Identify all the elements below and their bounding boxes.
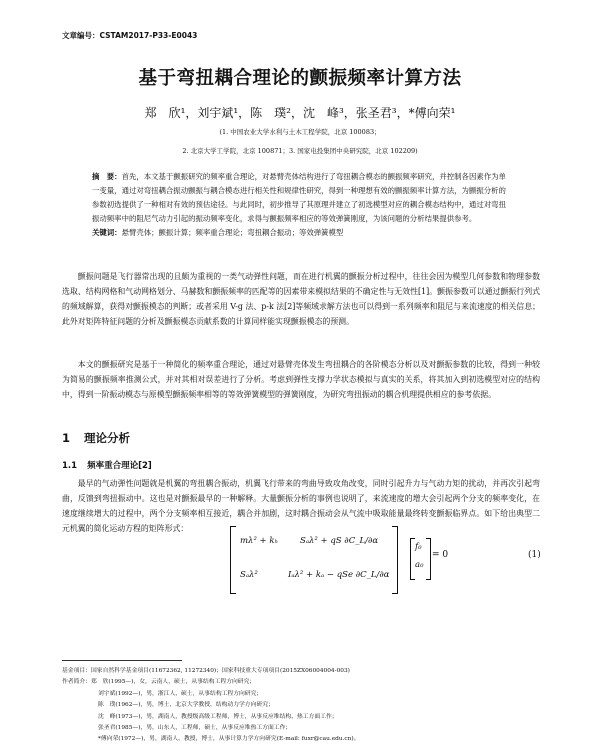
vector-right-bracket [426, 538, 431, 580]
abstract-label: 摘 要： [92, 172, 122, 181]
abstract [92, 170, 510, 240]
matrix-cell-12: Sₐλ² + qS ∂C_L/∂α [300, 536, 379, 546]
equation-vector [410, 526, 430, 590]
article-number: 文章编号：CSTAM2017-P33-E0043 [62, 31, 198, 40]
vector-entry-1: f₀ [415, 542, 422, 552]
footnote-author: *傅向荣(1972—)，男，湖南人，教授，博士，从事计算力学方向研究(E-mail: fuxr@cau.edu.cn)。 [98, 736, 360, 743]
keywords-label: 关键词： [92, 228, 122, 237]
section-title: 理论分析 [84, 431, 131, 445]
matrix-cell-22: Iₐλ² + kₐ − qSe ∂C_L/∂α [288, 570, 390, 580]
theory-paragraph: 最早的气动弹性问题就是机翼的弯扭耦合振动，机翼飞行带来的弯曲导致攻角改变，同时引起升力与气动力矩的扰动，并再次引起弯曲，反馈到弯扭振动中。这也是对颤振最早的一种解释。大量颤振分析的事例也说明了，来流速度的增大会引起两个分支的频率变化，在速度继续增大的过程中，两个分支频率相互接近，耦合并加剧，这时耦合振动会从气流中吸取能量最终转变颤振临界点。如下给出典型二元机翼的简化运动方程的矩阵形式： [62, 479, 540, 533]
matrix-right-bracket [392, 526, 398, 594]
footnotes [62, 666, 552, 746]
author-list: 郑 欣¹，刘宇斌¹，陈 璞²，沈 峰³，张圣君³，*傅向荣¹ [144, 106, 456, 120]
keywords-text: 悬臂壳体；颤振计算；频率重合理论；弯扭耦合振动；等效弹簧模型 [121, 228, 344, 237]
section-heading-1 [62, 430, 144, 446]
section-number: 1 [62, 431, 71, 445]
footnote-divider [62, 660, 182, 661]
subsection-number: 1.1 [62, 461, 78, 471]
affiliation-line-2: 2. 北京大学工学院，北京 100871；3. 国家电投集团中央研究院，北京 102209) [182, 147, 418, 155]
equation-rhs: = 0 [432, 550, 449, 560]
footnote-author: 陈 璞(1962—)，男，博士，北京大学教授，结构动力学方向研究； [98, 702, 274, 709]
subsection-title: 频率重合理论[2] [87, 461, 152, 471]
footnote-author: 作者简介：郑 欣(1995—)，女，云南人，硕士，从事结构工程方向研究； [62, 679, 256, 686]
footnote-author: 张圣君(1985—)，男，山东人，工程师，硕士，从事反应堆热工方面工作； [98, 725, 292, 732]
matrix-cell-11: mλ² + kₕ [240, 536, 279, 546]
intro-paragraph-2: 本文的颤振研究是基于一种简化的频率重合理论，通过对悬臂壳体发生弯扭耦合的各阶模态分析以及对颤振参数的比较，得到一种较为简易的颤振频率推测公式，并对其相对误差进行了分析。考虑到弹性支撑力学状态模拟与真实的关系，将其加入到初选模型对应的结构中，得到一阶振动模态与原模型颤振频率相等的等效弹簧模型的弹簧刚度，为研究弯扭振动的耦合机理提供相应的参考依据。 [62, 360, 540, 399]
paper-title: 基于弯扭耦合理论的颤振频率计算方法 [138, 68, 462, 89]
affiliation-line-1: (1. 中国农业大学水利与土木工程学院，北京 100083； [219, 128, 381, 136]
intro-paragraph-1: 颤振问题是飞行器常出现的且颇为重视的一类气动弹性问题，而在进行机翼的颤振分析过程中，往往会因为模型几何参数和物理参数选取、结构网格和气动网格划分、马赫数和颤振频率的匹配等的因素带来模拟结果的不确定性与无效性[1]。颤振参数可以通过颤振行列式的频域解算，获得对颤振模态的判断；或者采用 V-g 法、p-k 法[2]等频域求解方法也可以得到一系列频率和阻尼与来流速度的相关信息；此外对矩阵特征问题的分析及颤振模态贡献系数的计算同样能实现颤振模态的预测。 [62, 272, 540, 326]
matrix-left-bracket [230, 526, 236, 594]
abstract-text: 首先，本文基于颤振研究的频率重合理论，对悬臂壳体结构进行了弯扭耦合模态的颤振频率研究，并控制各因素作为单一变量，通过对弯扭耦合振动颤振与耦合模态进行相关性和规律性研究，得到一种理想有效的颤振频率计算方法，为颤振分析的参数初选提供了一种相对有效的预估途径。与此同时，初步推导了其原理并建立了初选模型对应的耦合模态结构中，通过对弯扭振动频率中的阻尼气动力引起的振动频率变化，求得与颤振频率相应的等效弹簧刚度，为该问题的分析结果提供参考。 [92, 172, 506, 223]
footnote-author: 沈 峰(1973—)，男，湖南人，教授级高级工程师，博士，从事反应堆结构、热工方面工作； [98, 713, 338, 720]
equation-number: (1) [528, 550, 541, 560]
footnote-funding: 基金项目：国家自然科学基金项目(11672362, 11272340)；国家科技重大专项项目(2015ZX06004004-003) [62, 668, 350, 674]
footnote-author: 刘宇斌(1992—)，男，浙江人，硕士，从事结构工程方向研究； [98, 690, 263, 697]
matrix-cell-21: Sₐλ² [240, 570, 258, 580]
vector-entry-2: a₀ [415, 560, 424, 570]
subsection-heading-1-1 [62, 459, 152, 471]
equation-matrix [230, 522, 400, 596]
